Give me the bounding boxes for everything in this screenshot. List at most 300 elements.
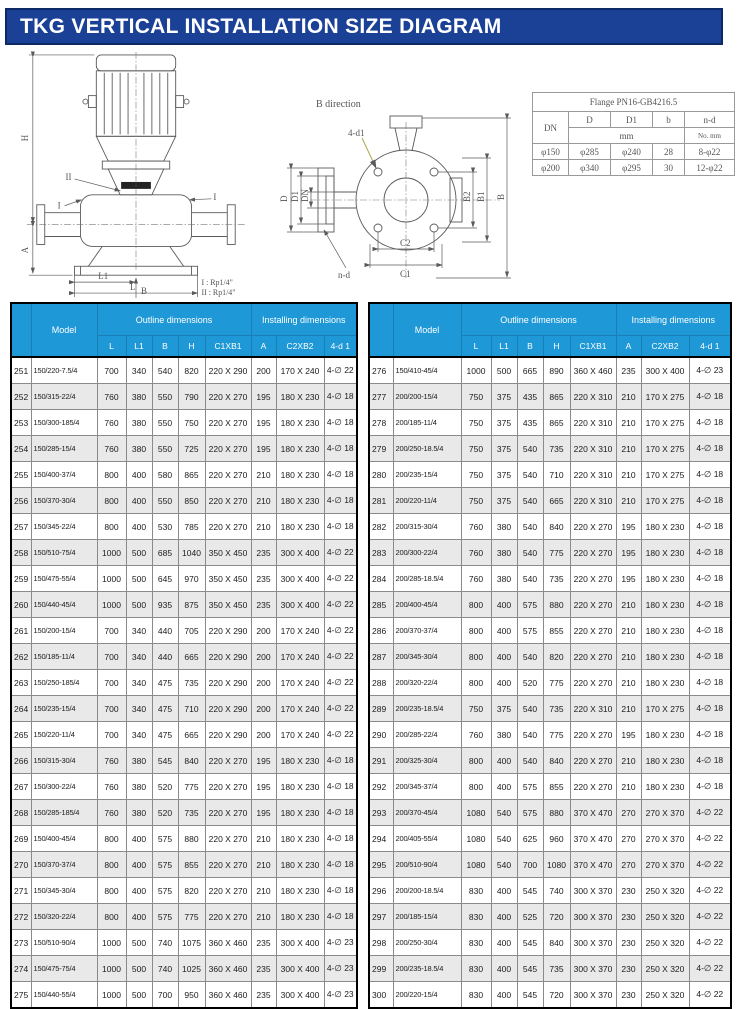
port-label-ii: II — [65, 171, 72, 182]
dim-l-cell: 700 — [97, 722, 126, 748]
dim-l1-cell: 400 — [491, 618, 517, 644]
row-number: 270 — [11, 852, 31, 878]
bolt-holes-cell: 4-∅ 22 — [689, 930, 731, 956]
model-cell: 200/510-90/4 — [393, 852, 461, 878]
row-number: 278 — [369, 410, 393, 436]
dim-h-cell: 880 — [178, 826, 205, 852]
dim-h-cell: 820 — [178, 357, 205, 384]
dim-l1-cell: 380 — [126, 800, 152, 826]
dim-l1-cell: 400 — [491, 748, 517, 774]
dim-l1-cell: 500 — [126, 982, 152, 1009]
col-header-h: H — [178, 336, 205, 358]
table-row — [11, 852, 357, 878]
flange-cell: φ340 — [569, 160, 611, 176]
c1xb1-cell: 220 X 270 — [205, 748, 251, 774]
dim-a-cell: 195 — [616, 514, 641, 540]
c2xb2-cell: 180 X 230 — [276, 462, 324, 488]
dim-l-cell: 700 — [97, 644, 126, 670]
c2xb2-cell: 170 X 240 — [276, 696, 324, 722]
b-view-title: B direction — [316, 99, 361, 110]
c2xb2-cell: 300 X 400 — [641, 357, 689, 384]
dim-a-cell: 230 — [616, 982, 641, 1009]
row-number: 273 — [11, 930, 31, 956]
dim-a-cell: 195 — [251, 748, 276, 774]
c2xb2-cell: 300 X 400 — [276, 540, 324, 566]
c2xb2-cell: 180 X 230 — [276, 514, 324, 540]
outline-group-header: Outline dimensions — [461, 303, 616, 336]
c1xb1-cell: 350 X 450 — [205, 566, 251, 592]
c1xb1-cell: 360 X 460 — [205, 982, 251, 1009]
model-cell: 200/285-18.5/4 — [393, 566, 461, 592]
dim-b-cell: 540 — [517, 514, 543, 540]
bolt-holes-cell: 4-∅ 18 — [689, 540, 731, 566]
c1xb1-cell: 370 X 470 — [570, 852, 616, 878]
c1xb1-cell: 220 X 270 — [205, 488, 251, 514]
c2xb2-cell: 180 X 230 — [641, 592, 689, 618]
dim-a-cell: 270 — [616, 800, 641, 826]
row-number: 297 — [369, 904, 393, 930]
dim-label-l: L — [130, 282, 136, 293]
dim-l-cell: 1000 — [97, 956, 126, 982]
c1xb1-cell: 360 X 460 — [205, 956, 251, 982]
c2xb2-cell: 180 X 230 — [276, 410, 324, 436]
dim-b-cell: 540 — [517, 644, 543, 670]
c2xb2-cell: 180 X 230 — [276, 800, 324, 826]
table-row — [11, 357, 357, 384]
flange-row — [533, 144, 735, 160]
table-row — [369, 384, 731, 410]
dim-a-cell: 195 — [251, 436, 276, 462]
spec-table-right — [368, 302, 732, 1009]
dim-b-cell: 550 — [152, 436, 178, 462]
dim-l-cell: 1080 — [461, 800, 491, 826]
dim-b-cell: 645 — [152, 566, 178, 592]
dim-b-cell: 575 — [517, 618, 543, 644]
bolt-holes-cell: 4-∅ 18 — [689, 488, 731, 514]
model-cell: 150/370-37/4 — [31, 852, 97, 878]
dim-l-cell: 1000 — [461, 357, 491, 384]
model-cell: 200/235-15/4 — [393, 462, 461, 488]
dim-l-cell: 800 — [461, 670, 491, 696]
bolt-holes-cell: 4-∅ 18 — [324, 514, 357, 540]
dim-a-cell: 210 — [251, 514, 276, 540]
dim-a-cell: 195 — [251, 800, 276, 826]
dim-l-cell: 760 — [97, 384, 126, 410]
c2xb2-cell: 300 X 400 — [276, 592, 324, 618]
dim-h-cell: 775 — [543, 670, 570, 696]
c1xb1-cell: 220 X 270 — [205, 904, 251, 930]
row-number: 269 — [11, 826, 31, 852]
dim-l-cell: 760 — [97, 436, 126, 462]
row-number: 290 — [369, 722, 393, 748]
c1xb1-cell: 220 X 290 — [205, 722, 251, 748]
dim-l1-cell: 400 — [126, 852, 152, 878]
dim-h-cell: 1040 — [178, 540, 205, 566]
c1xb1-cell: 220 X 270 — [205, 514, 251, 540]
row-number: 251 — [11, 357, 31, 384]
c1xb1-cell: 220 X 270 — [205, 410, 251, 436]
dim-h-cell: 775 — [178, 774, 205, 800]
dim-l-cell: 830 — [461, 904, 491, 930]
col-header-c2xb2: C2XB2 — [276, 336, 324, 358]
table-row — [369, 774, 731, 800]
dim-a-cell: 210 — [616, 384, 641, 410]
row-number: 299 — [369, 956, 393, 982]
table-row — [11, 722, 357, 748]
c2xb2-cell: 170 X 275 — [641, 696, 689, 722]
dim-l1-cell: 380 — [126, 384, 152, 410]
dim-l1-cell: 400 — [126, 514, 152, 540]
dim-h-cell: 665 — [543, 488, 570, 514]
dim-b-cell: 540 — [517, 696, 543, 722]
dim-l1-cell: 400 — [491, 904, 517, 930]
c2xb2-cell: 180 X 230 — [641, 540, 689, 566]
dim-h-cell: 740 — [543, 878, 570, 904]
dim-a-cell: 200 — [251, 644, 276, 670]
dim-a-cell: 210 — [616, 774, 641, 800]
row-number: 285 — [369, 592, 393, 618]
dim-l-cell: 800 — [97, 514, 126, 540]
flange-cell: φ150 — [533, 144, 569, 160]
bolt-holes-cell: 4-∅ 18 — [324, 384, 357, 410]
model-cell: 200/220-11/4 — [393, 488, 461, 514]
model-cell: 150/440-45/4 — [31, 592, 97, 618]
dim-l1-cell: 380 — [491, 566, 517, 592]
row-number: 294 — [369, 826, 393, 852]
table-row — [369, 592, 731, 618]
model-cell: 200/345-30/4 — [393, 644, 461, 670]
row-number: 281 — [369, 488, 393, 514]
dim-l-cell: 760 — [461, 566, 491, 592]
dim-b-cell: 740 — [152, 956, 178, 982]
dim-b-cell: 475 — [152, 696, 178, 722]
bolt-holes-cell: 4-∅ 18 — [689, 774, 731, 800]
bolt-holes-cell: 4-∅ 23 — [324, 982, 357, 1009]
dim-l-cell: 830 — [461, 930, 491, 956]
dim-a-cell: 200 — [251, 696, 276, 722]
dim-a-cell: 235 — [251, 956, 276, 982]
dim-h-cell: 950 — [178, 982, 205, 1009]
model-cell: 200/405-55/4 — [393, 826, 461, 852]
dim-l1-cell: 375 — [491, 488, 517, 514]
table-row — [11, 436, 357, 462]
c1xb1-cell: 220 X 270 — [570, 774, 616, 800]
dim-l1-cell: 400 — [491, 982, 517, 1009]
model-cell: 150/300-185/4 — [31, 410, 97, 436]
dim-l1-cell: 380 — [126, 774, 152, 800]
dim-l-cell: 1080 — [461, 852, 491, 878]
row-number: 256 — [11, 488, 31, 514]
dim-b-cell: 440 — [152, 618, 178, 644]
dim-a-cell: 200 — [251, 722, 276, 748]
c2xb2-cell: 180 X 230 — [641, 670, 689, 696]
dim-h-cell: 865 — [178, 462, 205, 488]
model-cell: 200/285-22/4 — [393, 722, 461, 748]
dim-h-cell: 735 — [543, 696, 570, 722]
bolt-holes-cell: 4-∅ 18 — [324, 436, 357, 462]
bolt-holes-cell: 4-∅ 22 — [324, 592, 357, 618]
dim-h-cell: 855 — [543, 618, 570, 644]
dim-b-cell: 580 — [152, 462, 178, 488]
dim-a-cell: 210 — [251, 852, 276, 878]
c2xb2-cell: 180 X 230 — [641, 722, 689, 748]
dim-b-cell: 545 — [517, 982, 543, 1009]
col-header-b: B — [517, 336, 543, 358]
dim-b-cell: 625 — [517, 826, 543, 852]
dim-b-cell: 440 — [152, 644, 178, 670]
holes-leader-line — [362, 138, 376, 168]
dim-b-cell: 540 — [517, 462, 543, 488]
flange-cell: φ200 — [533, 160, 569, 176]
row-number: 266 — [11, 748, 31, 774]
col-header-h: H — [543, 336, 570, 358]
row-number: 271 — [11, 878, 31, 904]
dim-a-cell: 235 — [616, 357, 641, 384]
bolt-holes-cell: 4-∅ 22 — [689, 826, 731, 852]
c2xb2-cell: 250 X 320 — [641, 930, 689, 956]
dim-l1-cell: 400 — [491, 878, 517, 904]
model-cell: 150/200-15/4 — [31, 618, 97, 644]
row-number: 268 — [11, 800, 31, 826]
bolt-holes-cell: 4-∅ 22 — [689, 982, 731, 1009]
bolt-holes-cell: 4-∅ 22 — [324, 644, 357, 670]
dim-l1-cell: 400 — [491, 956, 517, 982]
dim-l1-cell: 380 — [491, 514, 517, 540]
model-cell: 150/220-11/4 — [31, 722, 97, 748]
bolt-holes-cell: 4-∅ 18 — [689, 592, 731, 618]
c1xb1-cell: 220 X 270 — [205, 774, 251, 800]
table-row — [369, 357, 731, 384]
c2xb2-cell: 180 X 230 — [276, 904, 324, 930]
bolt-holes-cell: 4-∅ 18 — [689, 436, 731, 462]
dim-l1-cell: 380 — [126, 748, 152, 774]
model-cell: 200/300-22/4 — [393, 540, 461, 566]
bolt-holes-cell: 4-∅ 18 — [689, 696, 731, 722]
c2xb2-cell: 300 X 400 — [276, 982, 324, 1009]
dim-h-cell: 735 — [178, 670, 205, 696]
c2xb2-cell: 170 X 275 — [641, 462, 689, 488]
flange-table-title: Flange PN16-GB4216.5 — [533, 93, 735, 112]
c2xb2-cell: 180 X 230 — [276, 852, 324, 878]
flange-col-nd: n-d — [685, 112, 735, 128]
c2xb2-cell: 180 X 230 — [276, 384, 324, 410]
c1xb1-cell: 220 X 270 — [570, 722, 616, 748]
model-cell: 150/345-22/4 — [31, 514, 97, 540]
dim-l-cell: 800 — [97, 904, 126, 930]
c1xb1-cell: 220 X 270 — [205, 800, 251, 826]
dim-h-cell: 855 — [543, 774, 570, 800]
model-cell: 200/200-18.5/4 — [393, 878, 461, 904]
model-cell: 150/220-7.5/4 — [31, 357, 97, 384]
bolt-holes-cell: 4-∅ 22 — [324, 696, 357, 722]
c1xb1-cell: 350 X 450 — [205, 592, 251, 618]
flange-row — [533, 160, 735, 176]
model-cell: 200/370-37/4 — [393, 618, 461, 644]
table-row — [369, 826, 731, 852]
bolt-holes-cell: 4-∅ 18 — [324, 748, 357, 774]
dim-label-c2: C2 — [400, 238, 411, 248]
dim-l1-cell: 500 — [126, 930, 152, 956]
row-number: 272 — [11, 904, 31, 930]
table-row — [11, 384, 357, 410]
flange-col-dn: DN — [533, 112, 569, 144]
dim-l1-cell: 380 — [126, 436, 152, 462]
c1xb1-cell: 370 X 470 — [570, 826, 616, 852]
dim-label-c1: C1 — [400, 269, 411, 279]
row-number: 289 — [369, 696, 393, 722]
dim-l-cell: 750 — [461, 696, 491, 722]
col-header-l1: L1 — [126, 336, 152, 358]
dim-a-cell: 210 — [616, 488, 641, 514]
dim-a-cell: 200 — [251, 670, 276, 696]
dim-h-cell: 840 — [543, 514, 570, 540]
row-number: 261 — [11, 618, 31, 644]
dim-b-cell: 550 — [152, 410, 178, 436]
dim-a-cell: 235 — [251, 930, 276, 956]
dim-label-b2: B2 — [462, 191, 472, 202]
table-row — [369, 618, 731, 644]
dim-l1-cell: 540 — [491, 800, 517, 826]
dim-l-cell: 800 — [97, 878, 126, 904]
table-row — [369, 956, 731, 982]
table-row — [11, 696, 357, 722]
row-number: 276 — [369, 357, 393, 384]
table-row — [11, 774, 357, 800]
dim-h-cell: 775 — [178, 904, 205, 930]
bolt-holes-cell: 4-∅ 18 — [324, 488, 357, 514]
row-number: 284 — [369, 566, 393, 592]
c2xb2-cell: 250 X 320 — [641, 904, 689, 930]
c2xb2-cell: 170 X 240 — [276, 644, 324, 670]
c1xb1-cell: 360 X 460 — [570, 357, 616, 384]
row-number: 282 — [369, 514, 393, 540]
dim-l-cell: 830 — [461, 956, 491, 982]
dim-a-cell: 210 — [616, 592, 641, 618]
c1xb1-cell: 220 X 290 — [205, 644, 251, 670]
dim-h-cell: 710 — [543, 462, 570, 488]
model-cell: 150/235-15/4 — [31, 696, 97, 722]
dim-a-cell: 210 — [616, 696, 641, 722]
table-row — [369, 930, 731, 956]
row-number: 274 — [11, 956, 31, 982]
page-title: TKG VERTICAL INSTALLATION SIZE DIAGRAM — [5, 8, 723, 45]
c2xb2-cell: 270 X 370 — [641, 800, 689, 826]
dim-b-cell: 540 — [152, 357, 178, 384]
dim-l1-cell: 400 — [126, 904, 152, 930]
col-header-b: B — [152, 336, 178, 358]
dim-l-cell: 700 — [97, 357, 126, 384]
dim-a-cell: 210 — [251, 826, 276, 852]
dim-h-cell: 775 — [543, 540, 570, 566]
table-row — [11, 592, 357, 618]
dim-l-cell: 760 — [97, 410, 126, 436]
bolt-holes-cell: 4-∅ 22 — [324, 540, 357, 566]
model-cell: 150/370-30/4 — [31, 488, 97, 514]
bolt-holes-cell: 4-∅ 18 — [324, 410, 357, 436]
table-row — [11, 982, 357, 1009]
model-col-header: Model — [31, 303, 97, 357]
flange-spec-table — [532, 92, 735, 176]
c1xb1-cell: 220 X 270 — [570, 644, 616, 670]
dim-a-cell: 195 — [251, 410, 276, 436]
c2xb2-cell: 180 X 230 — [641, 748, 689, 774]
dim-l1-cell: 500 — [126, 540, 152, 566]
c1xb1-cell: 220 X 310 — [570, 410, 616, 436]
dim-b-cell: 520 — [152, 800, 178, 826]
table-row — [369, 722, 731, 748]
bolt-holes-cell: 4-∅ 18 — [689, 618, 731, 644]
model-cell: 150/475-75/4 — [31, 956, 97, 982]
dim-b-cell: 525 — [517, 904, 543, 930]
dim-l-cell: 760 — [97, 774, 126, 800]
c2xb2-cell: 180 X 230 — [641, 774, 689, 800]
c1xb1-cell: 220 X 270 — [570, 618, 616, 644]
dim-b-cell: 550 — [152, 488, 178, 514]
table-row — [369, 410, 731, 436]
table-row — [11, 462, 357, 488]
bolt-holes-cell: 4-∅ 18 — [689, 410, 731, 436]
row-number: 296 — [369, 878, 393, 904]
dim-h-cell: 840 — [543, 930, 570, 956]
bolt-holes-cell: 4-∅ 18 — [689, 722, 731, 748]
bolt-holes-cell: 4-∅ 22 — [324, 670, 357, 696]
dim-label-h: H — [19, 134, 30, 142]
dim-a-cell: 230 — [616, 904, 641, 930]
dim-b-cell: 575 — [152, 878, 178, 904]
model-cell: 150/510-75/4 — [31, 540, 97, 566]
dim-l1-cell: 375 — [491, 462, 517, 488]
table-row — [11, 644, 357, 670]
c1xb1-cell: 220 X 270 — [570, 592, 616, 618]
dim-b-cell: 575 — [517, 800, 543, 826]
dim-b-cell: 475 — [152, 670, 178, 696]
c2xb2-cell: 170 X 240 — [276, 618, 324, 644]
c2xb2-cell: 170 X 275 — [641, 384, 689, 410]
c2xb2-cell: 250 X 320 — [641, 878, 689, 904]
dim-b-cell: 545 — [152, 748, 178, 774]
dim-l-cell: 800 — [461, 748, 491, 774]
dim-a-cell: 210 — [251, 488, 276, 514]
dim-l-cell: 760 — [97, 748, 126, 774]
c2xb2-cell: 250 X 320 — [641, 982, 689, 1009]
dim-l1-cell: 500 — [126, 592, 152, 618]
dim-h-cell: 720 — [543, 982, 570, 1009]
c1xb1-cell: 360 X 460 — [205, 930, 251, 956]
dim-label-d1: D1 — [290, 191, 300, 202]
model-cell: 150/400-45/4 — [31, 826, 97, 852]
dim-label-dn: DN — [300, 189, 310, 202]
c2xb2-cell: 170 X 240 — [276, 357, 324, 384]
dim-a-cell: 210 — [616, 618, 641, 644]
dim-l1-cell: 340 — [126, 357, 152, 384]
row-number: 267 — [11, 774, 31, 800]
dim-h-cell: 735 — [543, 436, 570, 462]
bolt-holes-cell: 4-∅ 18 — [324, 826, 357, 852]
dim-b-cell: 935 — [152, 592, 178, 618]
dim-b-cell: 575 — [152, 852, 178, 878]
bolt-holes-cell: 4-∅ 23 — [324, 930, 357, 956]
row-number: 254 — [11, 436, 31, 462]
dim-a-cell: 210 — [616, 670, 641, 696]
port-note-1: I : Rp1/4" — [201, 278, 233, 288]
dim-h-cell: 665 — [178, 722, 205, 748]
c2xb2-cell: 270 X 370 — [641, 852, 689, 878]
c1xb1-cell: 220 X 290 — [205, 696, 251, 722]
c1xb1-cell: 220 X 270 — [570, 670, 616, 696]
c2xb2-cell: 170 X 240 — [276, 670, 324, 696]
dim-label-b1: B1 — [476, 191, 486, 202]
table-row — [369, 670, 731, 696]
